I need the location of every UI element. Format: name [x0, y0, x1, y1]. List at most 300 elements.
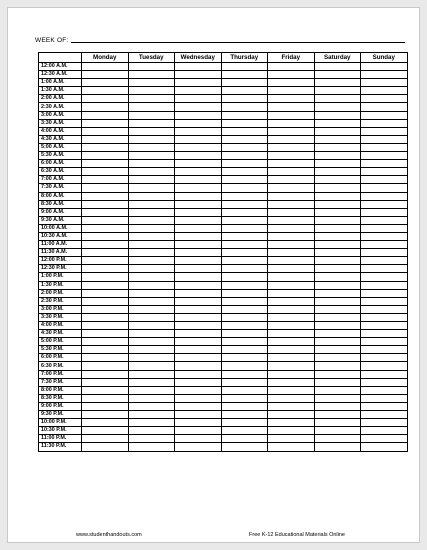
schedule-cell-sunday[interactable]	[361, 63, 408, 71]
schedule-cell-wednesday[interactable]	[175, 411, 222, 419]
schedule-cell-tuesday[interactable]	[128, 184, 175, 192]
schedule-cell-monday[interactable]	[82, 71, 129, 79]
schedule-cell-wednesday[interactable]	[175, 313, 222, 321]
schedule-cell-wednesday[interactable]	[175, 160, 222, 168]
schedule-cell-saturday[interactable]	[314, 435, 361, 443]
schedule-cell-tuesday[interactable]	[128, 111, 175, 119]
schedule-cell-tuesday[interactable]	[128, 273, 175, 281]
schedule-cell-wednesday[interactable]	[175, 378, 222, 386]
schedule-cell-tuesday[interactable]	[128, 143, 175, 151]
schedule-cell-wednesday[interactable]	[175, 95, 222, 103]
schedule-cell-sunday[interactable]	[361, 184, 408, 192]
schedule-cell-sunday[interactable]	[361, 208, 408, 216]
schedule-cell-saturday[interactable]	[314, 87, 361, 95]
schedule-cell-tuesday[interactable]	[128, 419, 175, 427]
schedule-cell-thursday[interactable]	[221, 370, 268, 378]
schedule-cell-tuesday[interactable]	[128, 63, 175, 71]
schedule-cell-monday[interactable]	[82, 370, 129, 378]
schedule-cell-tuesday[interactable]	[128, 87, 175, 95]
schedule-cell-thursday[interactable]	[221, 160, 268, 168]
schedule-cell-sunday[interactable]	[361, 297, 408, 305]
schedule-cell-thursday[interactable]	[221, 281, 268, 289]
schedule-cell-tuesday[interactable]	[128, 289, 175, 297]
schedule-cell-saturday[interactable]	[314, 362, 361, 370]
schedule-cell-monday[interactable]	[82, 208, 129, 216]
schedule-cell-thursday[interactable]	[221, 354, 268, 362]
schedule-cell-wednesday[interactable]	[175, 184, 222, 192]
schedule-cell-saturday[interactable]	[314, 273, 361, 281]
schedule-cell-wednesday[interactable]	[175, 168, 222, 176]
schedule-cell-tuesday[interactable]	[128, 79, 175, 87]
schedule-cell-wednesday[interactable]	[175, 330, 222, 338]
schedule-cell-tuesday[interactable]	[128, 411, 175, 419]
schedule-cell-thursday[interactable]	[221, 402, 268, 410]
schedule-cell-thursday[interactable]	[221, 273, 268, 281]
schedule-cell-thursday[interactable]	[221, 443, 268, 451]
schedule-cell-friday[interactable]	[268, 208, 315, 216]
schedule-cell-saturday[interactable]	[314, 427, 361, 435]
schedule-cell-friday[interactable]	[268, 257, 315, 265]
schedule-cell-monday[interactable]	[82, 63, 129, 71]
schedule-cell-wednesday[interactable]	[175, 386, 222, 394]
schedule-cell-friday[interactable]	[268, 71, 315, 79]
schedule-cell-friday[interactable]	[268, 394, 315, 402]
schedule-cell-saturday[interactable]	[314, 200, 361, 208]
schedule-cell-tuesday[interactable]	[128, 168, 175, 176]
schedule-cell-thursday[interactable]	[221, 111, 268, 119]
schedule-cell-wednesday[interactable]	[175, 419, 222, 427]
schedule-cell-monday[interactable]	[82, 322, 129, 330]
schedule-cell-thursday[interactable]	[221, 176, 268, 184]
schedule-cell-sunday[interactable]	[361, 378, 408, 386]
schedule-cell-thursday[interactable]	[221, 427, 268, 435]
schedule-cell-thursday[interactable]	[221, 127, 268, 135]
schedule-cell-wednesday[interactable]	[175, 119, 222, 127]
schedule-cell-sunday[interactable]	[361, 152, 408, 160]
schedule-cell-monday[interactable]	[82, 168, 129, 176]
schedule-cell-sunday[interactable]	[361, 192, 408, 200]
schedule-cell-sunday[interactable]	[361, 241, 408, 249]
schedule-cell-sunday[interactable]	[361, 322, 408, 330]
schedule-cell-wednesday[interactable]	[175, 200, 222, 208]
schedule-cell-monday[interactable]	[82, 354, 129, 362]
schedule-cell-friday[interactable]	[268, 297, 315, 305]
schedule-cell-thursday[interactable]	[221, 362, 268, 370]
schedule-cell-saturday[interactable]	[314, 224, 361, 232]
schedule-cell-wednesday[interactable]	[175, 241, 222, 249]
schedule-cell-friday[interactable]	[268, 119, 315, 127]
schedule-cell-sunday[interactable]	[361, 249, 408, 257]
schedule-cell-thursday[interactable]	[221, 338, 268, 346]
week-of-line[interactable]	[71, 35, 405, 43]
schedule-cell-saturday[interactable]	[314, 119, 361, 127]
schedule-cell-wednesday[interactable]	[175, 322, 222, 330]
schedule-cell-friday[interactable]	[268, 224, 315, 232]
schedule-cell-thursday[interactable]	[221, 224, 268, 232]
schedule-cell-friday[interactable]	[268, 386, 315, 394]
schedule-cell-wednesday[interactable]	[175, 338, 222, 346]
schedule-cell-thursday[interactable]	[221, 249, 268, 257]
schedule-cell-sunday[interactable]	[361, 338, 408, 346]
schedule-cell-monday[interactable]	[82, 249, 129, 257]
schedule-cell-saturday[interactable]	[314, 394, 361, 402]
schedule-cell-monday[interactable]	[82, 297, 129, 305]
schedule-cell-saturday[interactable]	[314, 313, 361, 321]
schedule-cell-thursday[interactable]	[221, 257, 268, 265]
schedule-cell-friday[interactable]	[268, 265, 315, 273]
schedule-cell-monday[interactable]	[82, 394, 129, 402]
schedule-cell-thursday[interactable]	[221, 322, 268, 330]
schedule-cell-tuesday[interactable]	[128, 249, 175, 257]
schedule-cell-sunday[interactable]	[361, 200, 408, 208]
schedule-cell-friday[interactable]	[268, 241, 315, 249]
schedule-cell-tuesday[interactable]	[128, 192, 175, 200]
schedule-cell-thursday[interactable]	[221, 168, 268, 176]
schedule-cell-thursday[interactable]	[221, 313, 268, 321]
schedule-cell-friday[interactable]	[268, 419, 315, 427]
schedule-cell-sunday[interactable]	[361, 305, 408, 313]
schedule-cell-tuesday[interactable]	[128, 370, 175, 378]
schedule-cell-monday[interactable]	[82, 265, 129, 273]
schedule-cell-saturday[interactable]	[314, 168, 361, 176]
schedule-cell-monday[interactable]	[82, 135, 129, 143]
schedule-cell-tuesday[interactable]	[128, 402, 175, 410]
schedule-cell-monday[interactable]	[82, 419, 129, 427]
schedule-cell-saturday[interactable]	[314, 378, 361, 386]
schedule-cell-friday[interactable]	[268, 160, 315, 168]
schedule-cell-sunday[interactable]	[361, 273, 408, 281]
schedule-cell-monday[interactable]	[82, 87, 129, 95]
schedule-cell-monday[interactable]	[82, 330, 129, 338]
schedule-cell-wednesday[interactable]	[175, 224, 222, 232]
schedule-cell-thursday[interactable]	[221, 330, 268, 338]
schedule-cell-saturday[interactable]	[314, 257, 361, 265]
schedule-cell-tuesday[interactable]	[128, 354, 175, 362]
schedule-cell-saturday[interactable]	[314, 192, 361, 200]
schedule-cell-sunday[interactable]	[361, 103, 408, 111]
schedule-cell-sunday[interactable]	[361, 127, 408, 135]
schedule-cell-tuesday[interactable]	[128, 200, 175, 208]
schedule-cell-friday[interactable]	[268, 362, 315, 370]
schedule-cell-saturday[interactable]	[314, 71, 361, 79]
schedule-cell-saturday[interactable]	[314, 79, 361, 87]
schedule-cell-sunday[interactable]	[361, 386, 408, 394]
schedule-cell-friday[interactable]	[268, 127, 315, 135]
schedule-cell-friday[interactable]	[268, 378, 315, 386]
schedule-cell-friday[interactable]	[268, 370, 315, 378]
schedule-cell-saturday[interactable]	[314, 127, 361, 135]
schedule-cell-monday[interactable]	[82, 402, 129, 410]
schedule-cell-tuesday[interactable]	[128, 378, 175, 386]
schedule-cell-friday[interactable]	[268, 354, 315, 362]
schedule-cell-sunday[interactable]	[361, 427, 408, 435]
schedule-cell-thursday[interactable]	[221, 232, 268, 240]
schedule-cell-thursday[interactable]	[221, 71, 268, 79]
schedule-cell-saturday[interactable]	[314, 103, 361, 111]
schedule-cell-wednesday[interactable]	[175, 71, 222, 79]
schedule-cell-sunday[interactable]	[361, 224, 408, 232]
schedule-cell-sunday[interactable]	[361, 411, 408, 419]
schedule-cell-thursday[interactable]	[221, 305, 268, 313]
schedule-cell-saturday[interactable]	[314, 305, 361, 313]
schedule-cell-tuesday[interactable]	[128, 435, 175, 443]
schedule-cell-wednesday[interactable]	[175, 370, 222, 378]
schedule-cell-monday[interactable]	[82, 127, 129, 135]
schedule-cell-monday[interactable]	[82, 313, 129, 321]
schedule-cell-friday[interactable]	[268, 338, 315, 346]
schedule-cell-monday[interactable]	[82, 305, 129, 313]
schedule-cell-wednesday[interactable]	[175, 289, 222, 297]
schedule-cell-wednesday[interactable]	[175, 232, 222, 240]
schedule-cell-saturday[interactable]	[314, 386, 361, 394]
schedule-cell-thursday[interactable]	[221, 241, 268, 249]
schedule-cell-thursday[interactable]	[221, 265, 268, 273]
schedule-cell-tuesday[interactable]	[128, 322, 175, 330]
schedule-cell-sunday[interactable]	[361, 111, 408, 119]
schedule-cell-monday[interactable]	[82, 289, 129, 297]
schedule-cell-thursday[interactable]	[221, 419, 268, 427]
schedule-cell-monday[interactable]	[82, 378, 129, 386]
schedule-cell-monday[interactable]	[82, 103, 129, 111]
schedule-cell-wednesday[interactable]	[175, 152, 222, 160]
schedule-cell-monday[interactable]	[82, 176, 129, 184]
schedule-cell-friday[interactable]	[268, 427, 315, 435]
schedule-cell-tuesday[interactable]	[128, 257, 175, 265]
schedule-cell-thursday[interactable]	[221, 63, 268, 71]
schedule-cell-tuesday[interactable]	[128, 265, 175, 273]
schedule-cell-tuesday[interactable]	[128, 427, 175, 435]
schedule-cell-saturday[interactable]	[314, 322, 361, 330]
schedule-cell-sunday[interactable]	[361, 216, 408, 224]
schedule-cell-saturday[interactable]	[314, 160, 361, 168]
schedule-cell-wednesday[interactable]	[175, 394, 222, 402]
schedule-cell-friday[interactable]	[268, 111, 315, 119]
schedule-cell-tuesday[interactable]	[128, 281, 175, 289]
schedule-cell-saturday[interactable]	[314, 402, 361, 410]
schedule-cell-friday[interactable]	[268, 273, 315, 281]
schedule-cell-tuesday[interactable]	[128, 127, 175, 135]
schedule-cell-saturday[interactable]	[314, 370, 361, 378]
schedule-cell-monday[interactable]	[82, 241, 129, 249]
schedule-cell-monday[interactable]	[82, 362, 129, 370]
schedule-cell-tuesday[interactable]	[128, 362, 175, 370]
schedule-cell-wednesday[interactable]	[175, 79, 222, 87]
schedule-cell-friday[interactable]	[268, 346, 315, 354]
schedule-cell-thursday[interactable]	[221, 411, 268, 419]
schedule-cell-tuesday[interactable]	[128, 338, 175, 346]
schedule-cell-wednesday[interactable]	[175, 265, 222, 273]
schedule-cell-tuesday[interactable]	[128, 160, 175, 168]
schedule-cell-sunday[interactable]	[361, 394, 408, 402]
schedule-cell-monday[interactable]	[82, 411, 129, 419]
schedule-cell-wednesday[interactable]	[175, 135, 222, 143]
schedule-cell-thursday[interactable]	[221, 208, 268, 216]
schedule-cell-friday[interactable]	[268, 313, 315, 321]
schedule-cell-friday[interactable]	[268, 411, 315, 419]
schedule-cell-saturday[interactable]	[314, 208, 361, 216]
schedule-cell-saturday[interactable]	[314, 411, 361, 419]
schedule-cell-saturday[interactable]	[314, 265, 361, 273]
schedule-cell-saturday[interactable]	[314, 216, 361, 224]
schedule-cell-monday[interactable]	[82, 184, 129, 192]
schedule-cell-sunday[interactable]	[361, 354, 408, 362]
schedule-cell-wednesday[interactable]	[175, 111, 222, 119]
schedule-cell-tuesday[interactable]	[128, 305, 175, 313]
schedule-cell-monday[interactable]	[82, 435, 129, 443]
schedule-cell-thursday[interactable]	[221, 143, 268, 151]
schedule-cell-tuesday[interactable]	[128, 297, 175, 305]
schedule-cell-thursday[interactable]	[221, 79, 268, 87]
schedule-cell-monday[interactable]	[82, 224, 129, 232]
schedule-cell-tuesday[interactable]	[128, 216, 175, 224]
schedule-cell-wednesday[interactable]	[175, 427, 222, 435]
schedule-cell-saturday[interactable]	[314, 152, 361, 160]
schedule-cell-wednesday[interactable]	[175, 305, 222, 313]
schedule-cell-thursday[interactable]	[221, 297, 268, 305]
schedule-cell-saturday[interactable]	[314, 63, 361, 71]
schedule-cell-monday[interactable]	[82, 346, 129, 354]
schedule-cell-saturday[interactable]	[314, 241, 361, 249]
schedule-cell-friday[interactable]	[268, 281, 315, 289]
schedule-cell-tuesday[interactable]	[128, 394, 175, 402]
schedule-cell-friday[interactable]	[268, 135, 315, 143]
schedule-cell-tuesday[interactable]	[128, 232, 175, 240]
schedule-cell-tuesday[interactable]	[128, 330, 175, 338]
schedule-cell-friday[interactable]	[268, 443, 315, 451]
schedule-cell-monday[interactable]	[82, 152, 129, 160]
schedule-cell-tuesday[interactable]	[128, 176, 175, 184]
schedule-cell-wednesday[interactable]	[175, 281, 222, 289]
schedule-cell-wednesday[interactable]	[175, 127, 222, 135]
schedule-cell-thursday[interactable]	[221, 435, 268, 443]
schedule-cell-friday[interactable]	[268, 87, 315, 95]
schedule-cell-saturday[interactable]	[314, 249, 361, 257]
schedule-cell-saturday[interactable]	[314, 330, 361, 338]
schedule-cell-thursday[interactable]	[221, 200, 268, 208]
schedule-cell-tuesday[interactable]	[128, 241, 175, 249]
schedule-cell-saturday[interactable]	[314, 143, 361, 151]
schedule-cell-friday[interactable]	[268, 330, 315, 338]
schedule-cell-saturday[interactable]	[314, 443, 361, 451]
schedule-cell-wednesday[interactable]	[175, 249, 222, 257]
schedule-cell-sunday[interactable]	[361, 346, 408, 354]
schedule-cell-wednesday[interactable]	[175, 435, 222, 443]
schedule-cell-sunday[interactable]	[361, 135, 408, 143]
schedule-cell-monday[interactable]	[82, 273, 129, 281]
schedule-cell-saturday[interactable]	[314, 289, 361, 297]
schedule-cell-friday[interactable]	[268, 152, 315, 160]
schedule-cell-wednesday[interactable]	[175, 63, 222, 71]
schedule-cell-sunday[interactable]	[361, 289, 408, 297]
schedule-cell-wednesday[interactable]	[175, 216, 222, 224]
schedule-cell-wednesday[interactable]	[175, 402, 222, 410]
schedule-cell-sunday[interactable]	[361, 370, 408, 378]
schedule-cell-friday[interactable]	[268, 305, 315, 313]
schedule-cell-monday[interactable]	[82, 216, 129, 224]
schedule-cell-tuesday[interactable]	[128, 346, 175, 354]
schedule-cell-thursday[interactable]	[221, 152, 268, 160]
schedule-cell-friday[interactable]	[268, 402, 315, 410]
schedule-cell-monday[interactable]	[82, 281, 129, 289]
schedule-cell-monday[interactable]	[82, 111, 129, 119]
schedule-cell-monday[interactable]	[82, 95, 129, 103]
schedule-cell-thursday[interactable]	[221, 394, 268, 402]
schedule-cell-tuesday[interactable]	[128, 208, 175, 216]
schedule-cell-saturday[interactable]	[314, 111, 361, 119]
schedule-cell-friday[interactable]	[268, 435, 315, 443]
schedule-cell-wednesday[interactable]	[175, 257, 222, 265]
schedule-cell-sunday[interactable]	[361, 87, 408, 95]
schedule-cell-sunday[interactable]	[361, 265, 408, 273]
schedule-cell-sunday[interactable]	[361, 362, 408, 370]
schedule-cell-monday[interactable]	[82, 257, 129, 265]
schedule-cell-wednesday[interactable]	[175, 297, 222, 305]
schedule-cell-tuesday[interactable]	[128, 135, 175, 143]
schedule-cell-wednesday[interactable]	[175, 87, 222, 95]
schedule-cell-wednesday[interactable]	[175, 362, 222, 370]
schedule-cell-thursday[interactable]	[221, 184, 268, 192]
schedule-cell-thursday[interactable]	[221, 87, 268, 95]
schedule-cell-thursday[interactable]	[221, 135, 268, 143]
schedule-cell-friday[interactable]	[268, 249, 315, 257]
schedule-cell-tuesday[interactable]	[128, 443, 175, 451]
schedule-cell-tuesday[interactable]	[128, 95, 175, 103]
schedule-cell-monday[interactable]	[82, 119, 129, 127]
schedule-cell-wednesday[interactable]	[175, 443, 222, 451]
schedule-cell-thursday[interactable]	[221, 289, 268, 297]
schedule-cell-friday[interactable]	[268, 184, 315, 192]
schedule-cell-saturday[interactable]	[314, 176, 361, 184]
schedule-cell-sunday[interactable]	[361, 257, 408, 265]
schedule-cell-saturday[interactable]	[314, 419, 361, 427]
schedule-cell-friday[interactable]	[268, 200, 315, 208]
schedule-cell-sunday[interactable]	[361, 119, 408, 127]
schedule-cell-thursday[interactable]	[221, 378, 268, 386]
schedule-cell-tuesday[interactable]	[128, 224, 175, 232]
schedule-cell-sunday[interactable]	[361, 435, 408, 443]
schedule-cell-friday[interactable]	[268, 216, 315, 224]
schedule-cell-monday[interactable]	[82, 200, 129, 208]
schedule-cell-friday[interactable]	[268, 79, 315, 87]
schedule-cell-tuesday[interactable]	[128, 386, 175, 394]
schedule-cell-monday[interactable]	[82, 79, 129, 87]
schedule-cell-sunday[interactable]	[361, 160, 408, 168]
schedule-cell-monday[interactable]	[82, 232, 129, 240]
schedule-cell-friday[interactable]	[268, 232, 315, 240]
schedule-cell-friday[interactable]	[268, 322, 315, 330]
schedule-cell-monday[interactable]	[82, 386, 129, 394]
schedule-cell-monday[interactable]	[82, 160, 129, 168]
schedule-cell-monday[interactable]	[82, 143, 129, 151]
schedule-cell-thursday[interactable]	[221, 119, 268, 127]
schedule-cell-saturday[interactable]	[314, 95, 361, 103]
schedule-cell-sunday[interactable]	[361, 330, 408, 338]
schedule-cell-sunday[interactable]	[361, 71, 408, 79]
schedule-cell-tuesday[interactable]	[128, 119, 175, 127]
schedule-cell-thursday[interactable]	[221, 95, 268, 103]
schedule-cell-saturday[interactable]	[314, 184, 361, 192]
schedule-cell-friday[interactable]	[268, 95, 315, 103]
schedule-cell-friday[interactable]	[268, 192, 315, 200]
schedule-cell-wednesday[interactable]	[175, 208, 222, 216]
schedule-cell-tuesday[interactable]	[128, 71, 175, 79]
schedule-cell-friday[interactable]	[268, 176, 315, 184]
schedule-cell-wednesday[interactable]	[175, 273, 222, 281]
schedule-cell-friday[interactable]	[268, 289, 315, 297]
schedule-cell-wednesday[interactable]	[175, 192, 222, 200]
schedule-cell-thursday[interactable]	[221, 103, 268, 111]
schedule-cell-wednesday[interactable]	[175, 354, 222, 362]
